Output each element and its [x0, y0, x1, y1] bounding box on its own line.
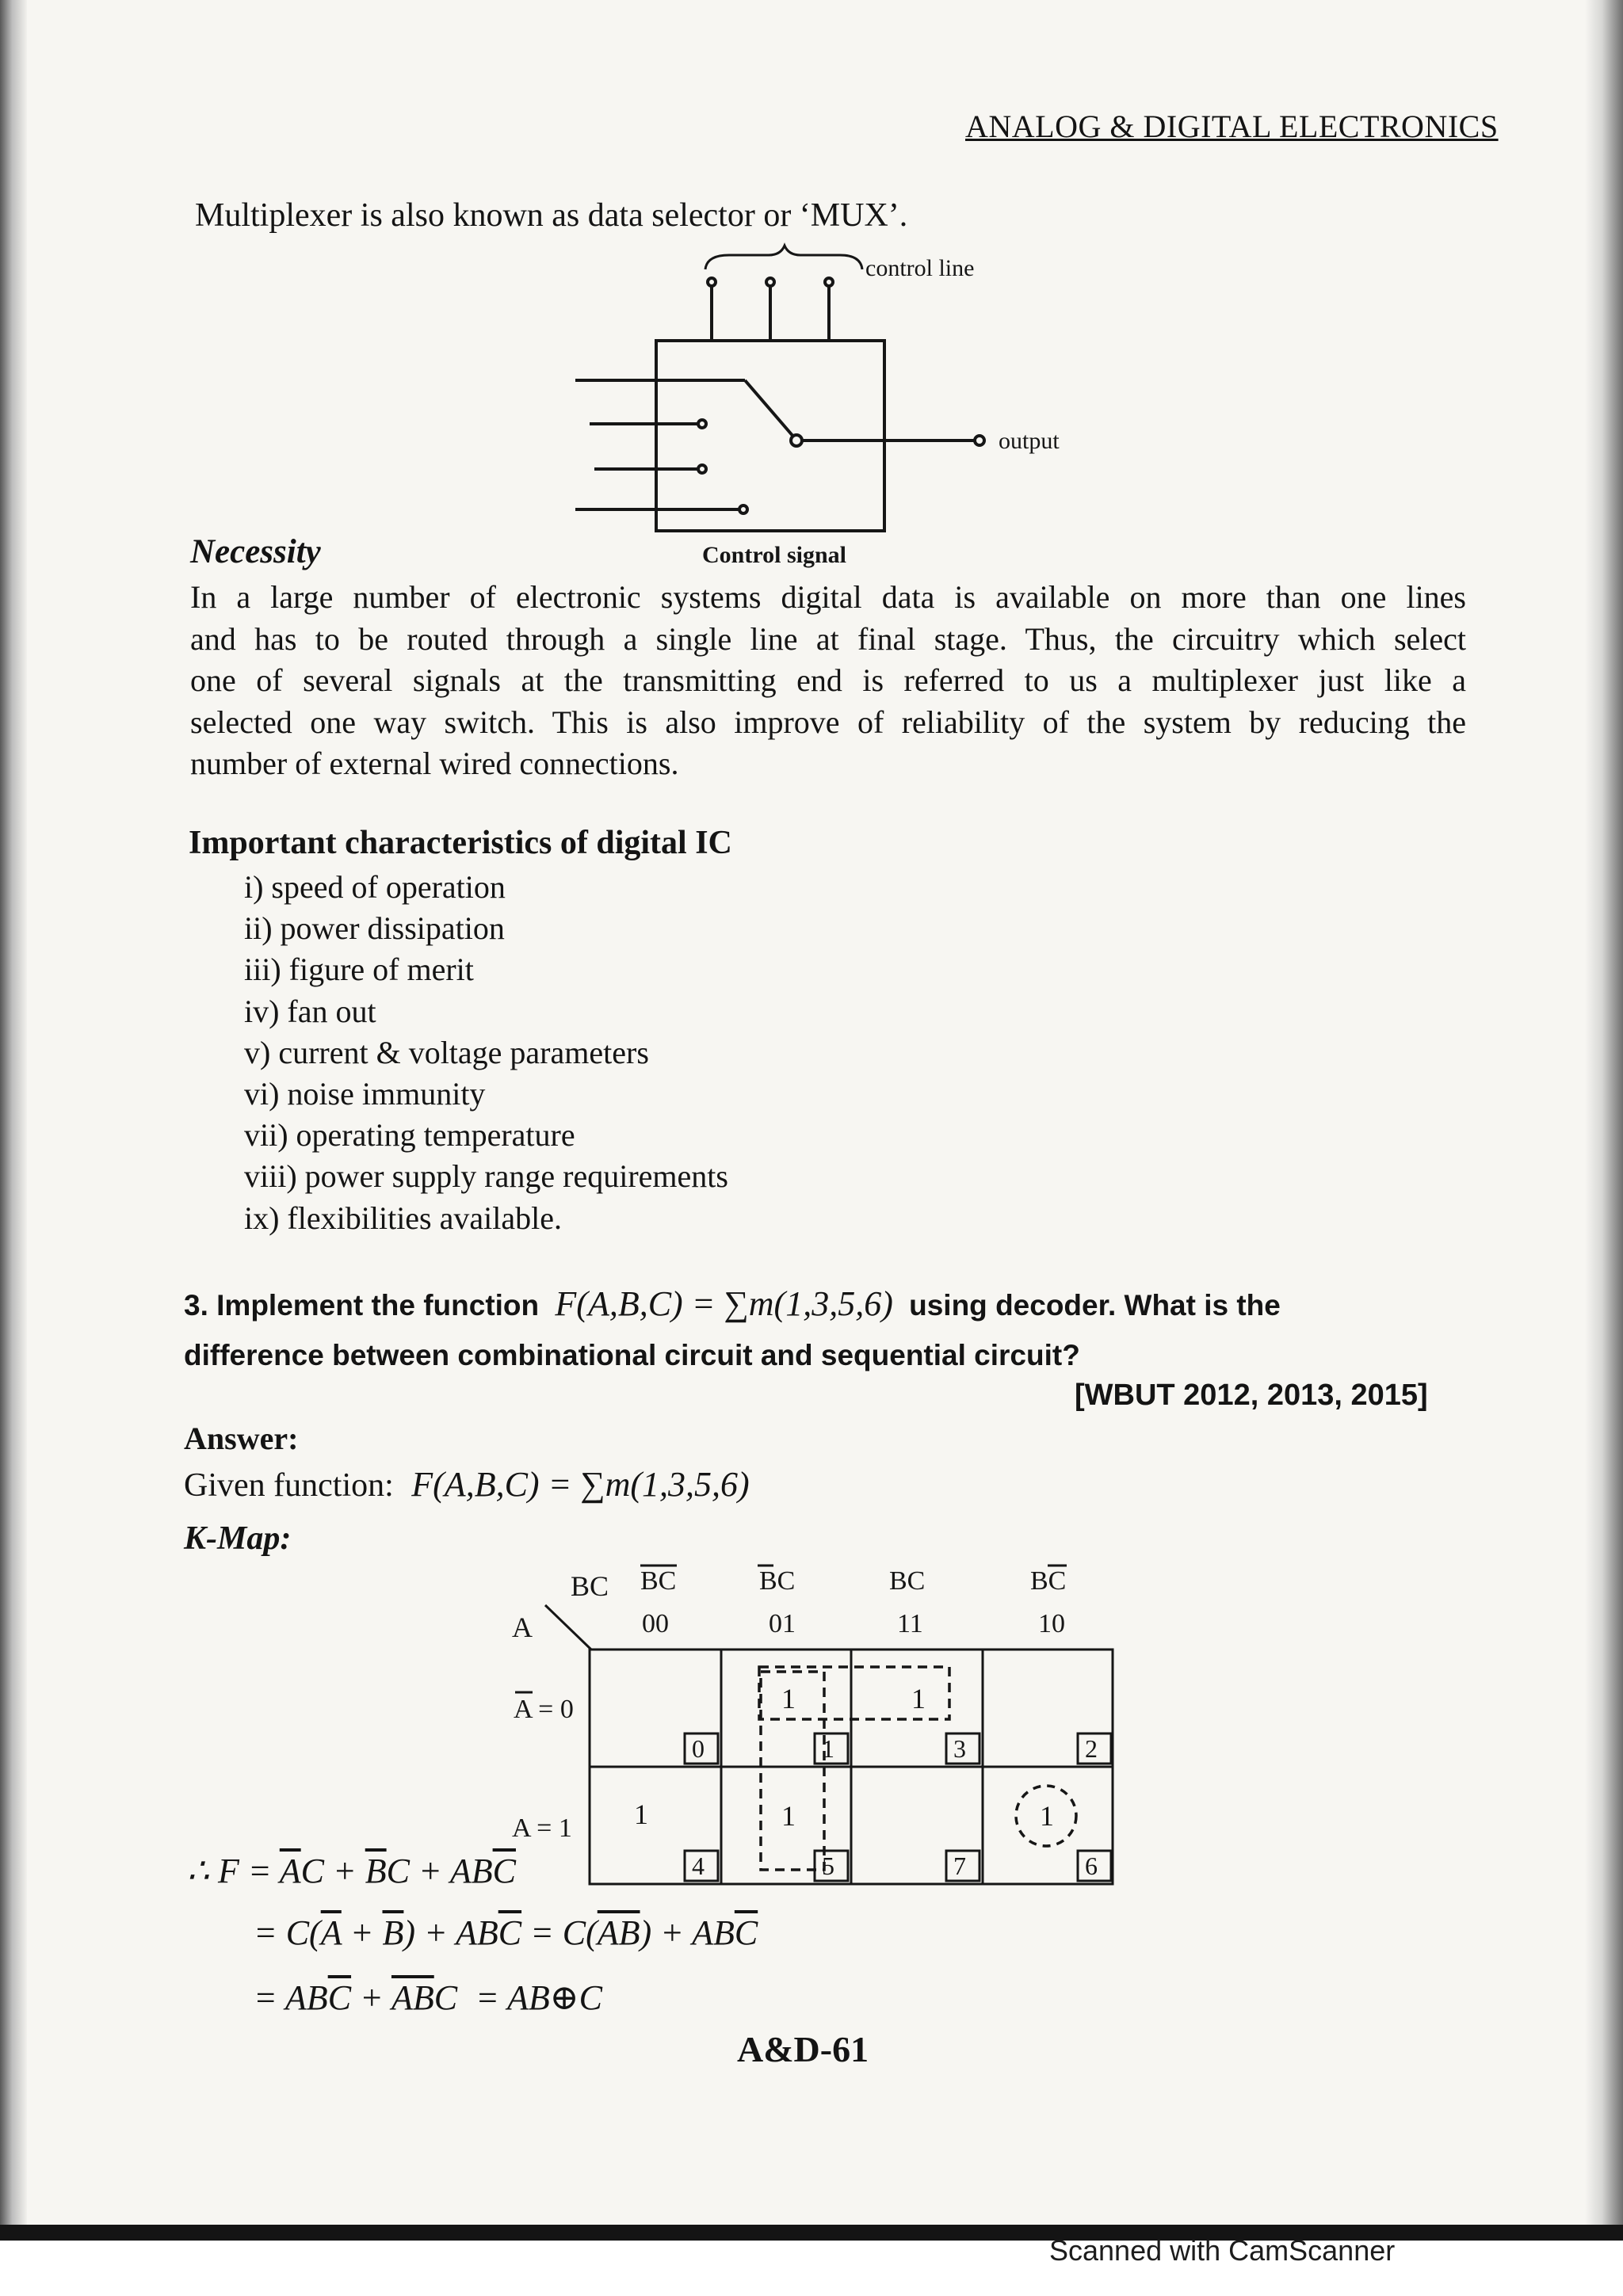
page-edge-shadow	[1585, 0, 1623, 2242]
simplification-line-1: ∴ $F = \overline{A}C + \overline{B}C + AB\overline{C}$	[187, 1852, 516, 1890]
kmap-cell-index: 7	[953, 1852, 966, 1880]
kmap-cell-value: 1	[781, 1800, 796, 1832]
paragraph-line: and has to be routed through a single line at final stage. Thus, the circuitry which select	[190, 620, 1466, 657]
kmap-corner-left: A	[512, 1611, 533, 1643]
page-number: A&D-61	[737, 2029, 869, 2069]
kmap-row-label: A = 1	[512, 1814, 572, 1843]
list-item: viii) power supply range requirements	[244, 1158, 728, 1195]
control-signal-label: Control signal	[702, 542, 846, 568]
kmap-cell-value: 1	[634, 1798, 648, 1830]
kmap-cell-index: 4	[692, 1852, 705, 1880]
list-item: vi) noise immunity	[244, 1076, 486, 1112]
xor-result: = AB⊕C	[475, 1978, 602, 2017]
kmap-corner-top: BC	[571, 1570, 609, 1602]
question-function: F(A,B,C) = ∑m(1,3,5,6)	[555, 1284, 893, 1323]
list-item: ix) flexibilities available.	[244, 1199, 562, 1236]
kmap-cell-index: 0	[692, 1734, 705, 1763]
kmap-col-label: BC	[640, 1566, 677, 1596]
answer-label: Answer:	[184, 1421, 299, 1456]
kmap-cell-index: 5	[822, 1852, 834, 1880]
intro-sentence: Multiplexer is also known as data selector or ‘MUX’.	[195, 197, 908, 234]
question-prefix: 3. Implement the function	[184, 1289, 540, 1322]
kmap-cell-index: 1	[822, 1734, 834, 1763]
kmap-col-code: 01	[769, 1609, 796, 1638]
page-binding-shadow	[0, 0, 27, 2242]
kmap-col-code: 10	[1038, 1609, 1065, 1638]
kmap-cell-value: 1	[911, 1683, 926, 1714]
characteristics-list	[244, 867, 728, 1239]
kmap-cell-value: 1	[781, 1683, 796, 1714]
characteristics-heading: Important characteristics of digital IC	[189, 825, 732, 861]
paragraph-line: number of external wired connections.	[190, 746, 679, 781]
running-header: ANALOG & DIGITAL ELECTRONICS	[965, 109, 1499, 144]
simplification-line-3: = $AB\overline{C} + \overline{AB}C$ = AB⊕C	[254, 1978, 602, 2017]
necessity-heading: Necessity	[190, 533, 321, 570]
kmap-cell-index: 6	[1085, 1852, 1098, 1880]
question-suffix: using decoder. What is the	[909, 1289, 1281, 1322]
list-item: i) speed of operation	[244, 869, 506, 905]
simplification-line-2: = $C(\overline{A} + \overline{B}) + AB\overline{C} = C(\overline{AB}) + AB\overline{C}$	[254, 1913, 758, 1952]
paragraph-line: one of several signals at the transmitting end is referred to us a multiplexer just like a	[190, 662, 1466, 698]
kmap-cell-index: 3	[953, 1734, 966, 1763]
output-label: output	[999, 428, 1060, 454]
list-item: iv) fan out	[244, 993, 376, 1029]
kmap-cell-value: 1	[1040, 1800, 1054, 1832]
multiplexer-diagram	[555, 238, 1125, 578]
equals-prefix: =	[254, 1978, 277, 2017]
list-item: vii) operating temperature	[244, 1117, 575, 1154]
paragraph-line: selected one way switch. This is also improve of reliability of the system by reducing the	[190, 704, 1466, 740]
scanner-watermark: Scanned with CamScanner	[1049, 2234, 1396, 2267]
kmap-col-label: BC	[1030, 1566, 1067, 1596]
therefore-prefix: ∴ F =	[187, 1852, 272, 1890]
paragraph-line: In a large number of electronic systems digital data is available on more than one lines	[190, 579, 1466, 615]
given-function: F(A,B,C) = ∑m(1,3,5,6)	[411, 1465, 750, 1504]
question-line-2: difference between combinational circuit and sequential circuit?	[184, 1339, 1080, 1371]
list-item: v) current & voltage parameters	[244, 1034, 649, 1070]
kmap-col-code: 11	[897, 1609, 923, 1638]
necessity-paragraph	[190, 577, 1466, 785]
equals-prefix: =	[254, 1913, 277, 1952]
given-label: Given function:	[184, 1467, 394, 1504]
kmap-col-code: 00	[642, 1609, 669, 1638]
kmap-col-label: BC	[759, 1566, 796, 1596]
question-line-1	[184, 1283, 1281, 1324]
kmap-cell-index: 2	[1085, 1734, 1098, 1763]
control-line-label: control line	[865, 255, 975, 281]
list-item: ii) power dissipation	[244, 910, 505, 947]
karnaugh-map	[491, 1545, 1141, 1894]
exam-reference: [WBUT 2012, 2013, 2015]	[1075, 1379, 1428, 1412]
given-function-line	[184, 1464, 750, 1505]
kmap-label: K-Map:	[184, 1520, 292, 1557]
kmap-col-label: BC	[889, 1566, 926, 1596]
kmap-row-label: A = 0	[514, 1695, 574, 1724]
list-item: iii) figure of merit	[244, 952, 474, 988]
